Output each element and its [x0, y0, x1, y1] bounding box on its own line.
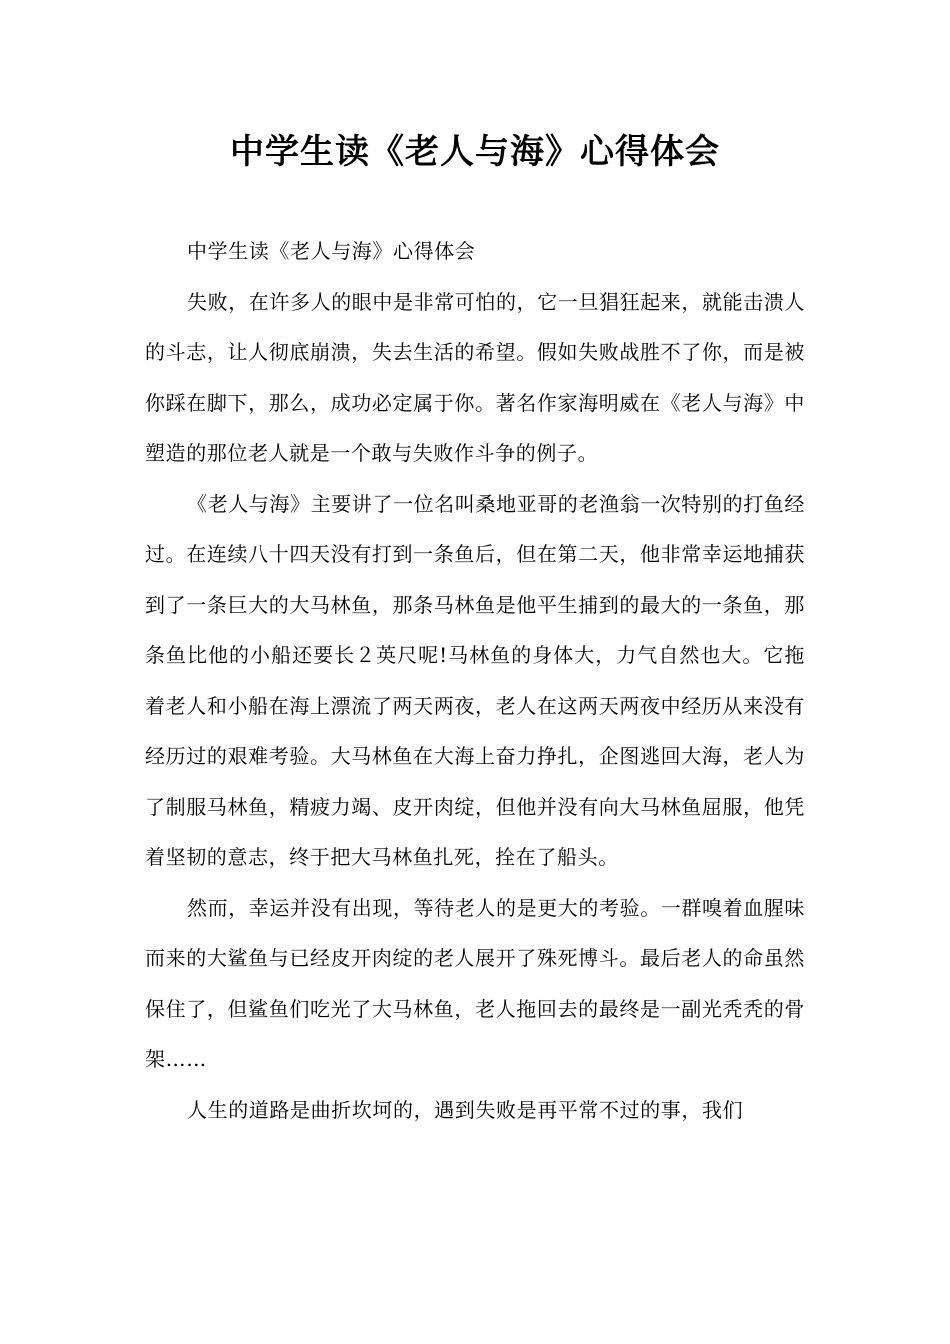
- subtitle-paragraph: 中学生读《老人与海》心得体会: [187, 239, 476, 263]
- body-paragraph: 失败，在许多人的眼中是非常可怕的，它一旦猖狂起来，就能击溃人的斗志，让人彻底崩溃，失去生活的希望。假如失败战胜不了你，而是被你踩在脚下，那么，成功必定属于你。著名作家海明威在《老人与海》中塑造的那位老人就是一个敢与失败作斗争的例子。: [145, 289, 805, 465]
- document-title: 中学生读《老人与海》心得体会: [230, 132, 720, 172]
- body-paragraph: 人生的道路是曲折坎坷的，遇到失败是再平常不过的事，我们: [187, 1097, 744, 1122]
- body-paragraph: 然而，幸运并没有出现，等待老人的是更大的考验。一群嗅着血腥味而来的大鲨鱼与已经皮开肉绽的老人展开了殊死博斗。最后老人的命虽然保住了，但鲨鱼们吃光了大马林鱼，老人拖回去的最终是一副光秃秃的骨架……: [145, 895, 805, 1071]
- body-paragraph: 《老人与海》主要讲了一位名叫桑地亚哥的老渔翁一次特别的打鱼经过。在连续八十四天没有打到一条鱼后，但在第二天，他非常幸运地捕获到了一条巨大的大马林鱼，那条马林鱼是他平生捕到的最大的一条鱼，那条鱼比他的小船还要长２英尺呢!马林鱼的身体大，力气自然也大。它拖着老人和小船在海上漂流了两天两夜，老人在这两天两夜中经历从来没有经历过的艰难考验。大马林鱼在大海上奋力挣扎，企图逃回大海，老人为了制服马林鱼，精疲力竭、皮开肉绽，但他并没有向大马林鱼屈服，他凭着坚韧的意志，终于把大马林鱼扎死，拴在了船头。: [145, 491, 805, 869]
- document-body: [145, 226, 805, 1135]
